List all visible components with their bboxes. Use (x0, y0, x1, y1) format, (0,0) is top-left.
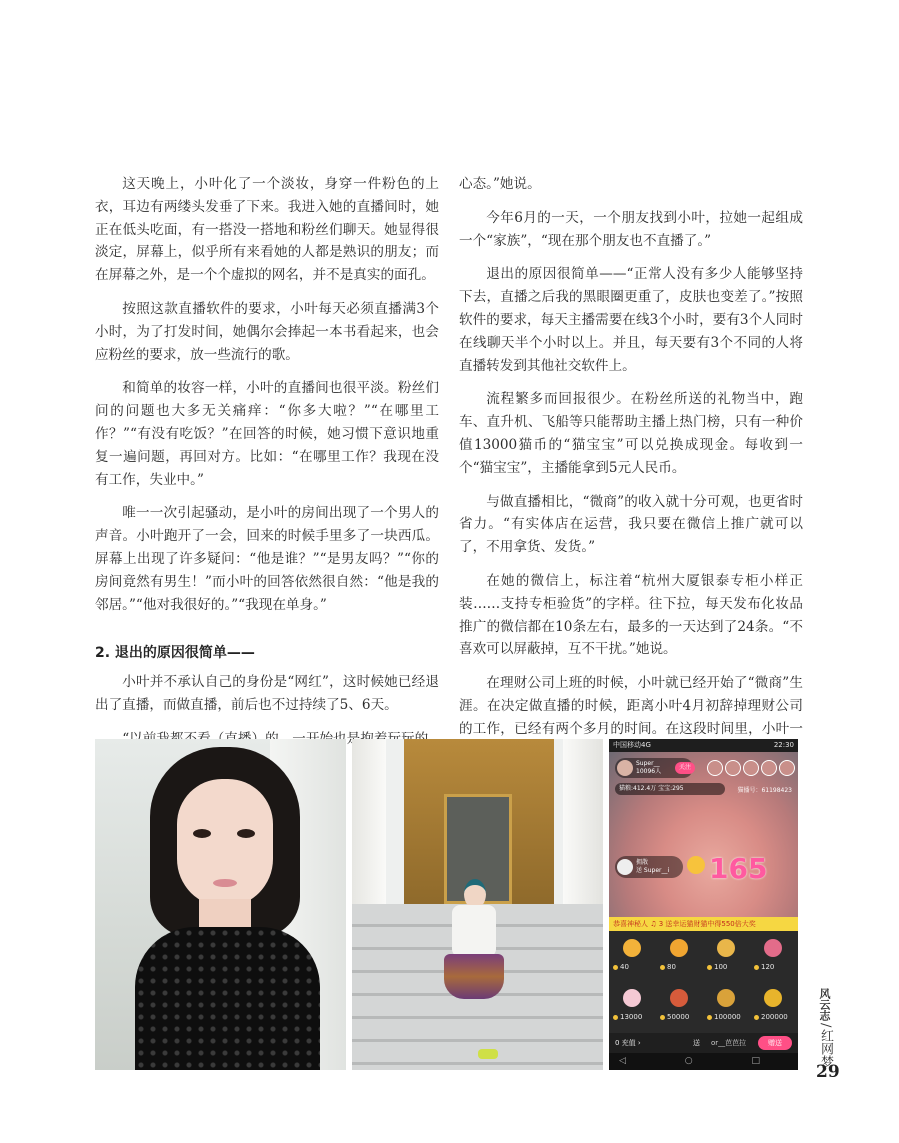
gift-item[interactable] (609, 931, 656, 981)
clock: 22:30 (773, 741, 794, 749)
gift-item[interactable] (750, 931, 797, 981)
give-button[interactable]: 赠送 (758, 1036, 792, 1050)
gift-icon (623, 989, 641, 1007)
skirt (444, 954, 504, 999)
gift-item[interactable] (703, 931, 750, 981)
section-heading: 2. 退出的原因很简单—— (95, 645, 255, 662)
gift-item[interactable] (656, 931, 703, 981)
gift-price: 200000 (754, 1013, 788, 1021)
paragraph: 在她的微信上，标注着“杭州大厦银泰专柜小样正装……支持专柜验货”的字样。往下拉，每天发布化妆品推广的微信都在10条左右，最多的一天达到了24条。“不喜欢可以屏蔽掉，互不干扰。”她说。 (459, 572, 803, 658)
paragraph: 和简单的妆容一样，小叶的直播间也很平淡。粉丝们问的问题也大多无关痛痒：“你多大啦？”“在哪里工作？”“有没有吃饭？”在回答的时候，她习惯下意识地重复一遍问题，再回对方。比如：“在哪里工作？我现在没有工作，失业中。” (95, 380, 439, 488)
gift-icon (717, 939, 735, 957)
temple-photo (352, 739, 603, 1070)
portrait-photo (95, 739, 346, 1070)
stream-stats: 猫粮:412.4万 宝宝:295 (615, 783, 725, 795)
right-text-column (459, 173, 803, 774)
paragraph-continuation: 心态。”她说。 (459, 176, 541, 192)
running-title (818, 988, 838, 1068)
gift-icon (764, 939, 782, 957)
android-nav-bar[interactable]: ◁ ○ □ (609, 1053, 798, 1070)
paragraph: 流程繁多而回报很少。在粉丝所送的礼物当中，跑车、直升机、飞船等只能帮助主播上热门榜，只有一种价值13000猫币的“猫宝宝”可以兑换成现金。每收到一个“猫宝宝”，主播能拿到5元人民币。 (459, 391, 803, 476)
recipient-selector[interactable]: or__芭芭拉 (711, 1039, 747, 1047)
eye (237, 829, 255, 838)
gift-price: 100 (707, 963, 727, 971)
host-info[interactable] (615, 758, 693, 778)
gift-price: 13000 (613, 1013, 642, 1021)
jacket (452, 905, 496, 957)
gift-icon (670, 939, 688, 957)
title-separator: / (818, 1023, 833, 1028)
gift-send-bar (609, 1033, 798, 1053)
gift-price: 80 (660, 963, 676, 971)
gift-item[interactable] (703, 981, 750, 1031)
paragraph: 今年6月的一天，一个朋友找到小叶，拉她一起组成一个“家族”，“现在那个朋友也不直播了。” (459, 209, 803, 249)
stream-view (609, 752, 798, 917)
gift-item[interactable] (656, 981, 703, 1031)
column-title: 红网梦 (818, 1029, 833, 1069)
left-text-column (95, 173, 439, 762)
send-label: 送 (693, 1039, 700, 1047)
gift-icon (717, 989, 735, 1007)
viewer-avatar[interactable] (707, 760, 723, 776)
host-avatar (617, 760, 633, 776)
host-fans: 10096人 (636, 768, 662, 775)
gift-panel (609, 931, 798, 1033)
combo-count: 165 (709, 852, 768, 885)
page-number: 29 (816, 1062, 840, 1082)
paragraph: 唯一一次引起骚动，是小叶的房间出现了一个男人的声音。小叶跑开了一会，回来的时候手里多了一块西瓜。屏幕上出现了许多疑问：“他是谁？”“是男友吗？”“你的房间竟然有男生！”而小叶的回答依然很自然：“他是我的邻居。”“他对我很好的。”“我现在单身。” (95, 505, 439, 613)
announcement-marquee: 恭喜神秘人 ♫ 3 送幸运猫财猫中得550倍大奖 (609, 917, 798, 931)
shoe (478, 1049, 498, 1059)
gift-price: 120 (754, 963, 774, 971)
combo-user: 拥散 (636, 859, 649, 866)
gift-price: 40 (613, 963, 629, 971)
room-id: 猫播号：61198423 (737, 787, 792, 794)
face (177, 779, 273, 907)
eye (193, 829, 211, 838)
viewer-avatar[interactable] (761, 760, 777, 776)
combo-target: 送 Super__i (636, 867, 670, 874)
seated-woman (444, 879, 504, 1009)
paragraph: 在理财公司上班的时候，小叶就已经开始了“微商”生涯。在决定做直播的时候，距离小叶4月初辞掉理财公司的工作，已经有两个多月的时间。在这段时间里，小叶一 (459, 675, 803, 737)
follow-button[interactable]: 关注 (675, 762, 695, 774)
gift-icon (670, 989, 688, 1007)
livestream-screenshot (609, 739, 798, 1070)
paragraph: 退出的原因很简单——“正常人没有多少人能够坚持下去，直播之后我的黑眼圈更重了，皮肤也变差了。”按照软件的要求，每天主播需要在线3个小时，要有3个人同时在线聊天半个小时以上。并且，每天要有3个不同的人将直播转发到其他社交软件上。 (459, 266, 803, 374)
viewer-avatar[interactable] (779, 760, 795, 776)
bell-icon (687, 856, 705, 874)
recharge-button[interactable]: 0 充值 › (615, 1039, 641, 1047)
carrier-label: 中国移动4G (613, 741, 651, 749)
paragraph: 这天晚上，小叶化了一个淡妆，身穿一件粉色的上衣，耳边有两缕头发垂了下来。我进入她的直播间时，她正在低头吃面，有一搭没一搭地和粉丝们聊天。她显得很淡定，屏幕上，似乎所有来看她的人都是熟识的朋友；而在屏幕之外，是一个个虚拟的网名，并不是真实的面孔。 (95, 176, 439, 284)
status-bar (609, 739, 798, 752)
lips (213, 879, 237, 887)
paragraph: 小叶并不承认自己的身份是“网红”，这时候她已经退出了直播，而做直播，前后也不过持续了5、6天。 (95, 674, 439, 713)
magazine-name: 风云志 (818, 988, 831, 1021)
paragraph: 按照这款直播软件的要求，小叶每天必须直播满3个小时，为了打发时间，她偶尔会捧起一本书看起来，也会应粉丝的要求，放一些流行的歌。 (95, 300, 439, 363)
gift-price: 50000 (660, 1013, 689, 1021)
sender-avatar (617, 859, 633, 875)
paragraph: 与做直播相比，“微商”的收入就十分可观，也更省时省力。“有实体店在运营，我只要在微信上推广就可以了，不用拿货、发货。” (459, 493, 803, 556)
lace-top (135, 927, 320, 1070)
host-name: Super__ (636, 760, 660, 767)
gift-icon (623, 939, 641, 957)
gift-item[interactable] (750, 981, 797, 1031)
viewer-avatar[interactable] (725, 760, 741, 776)
viewer-avatar[interactable] (743, 760, 759, 776)
gift-item[interactable] (609, 981, 656, 1031)
gift-icon (764, 989, 782, 1007)
gift-price: 100000 (707, 1013, 741, 1021)
gift-combo-banner (615, 856, 683, 878)
